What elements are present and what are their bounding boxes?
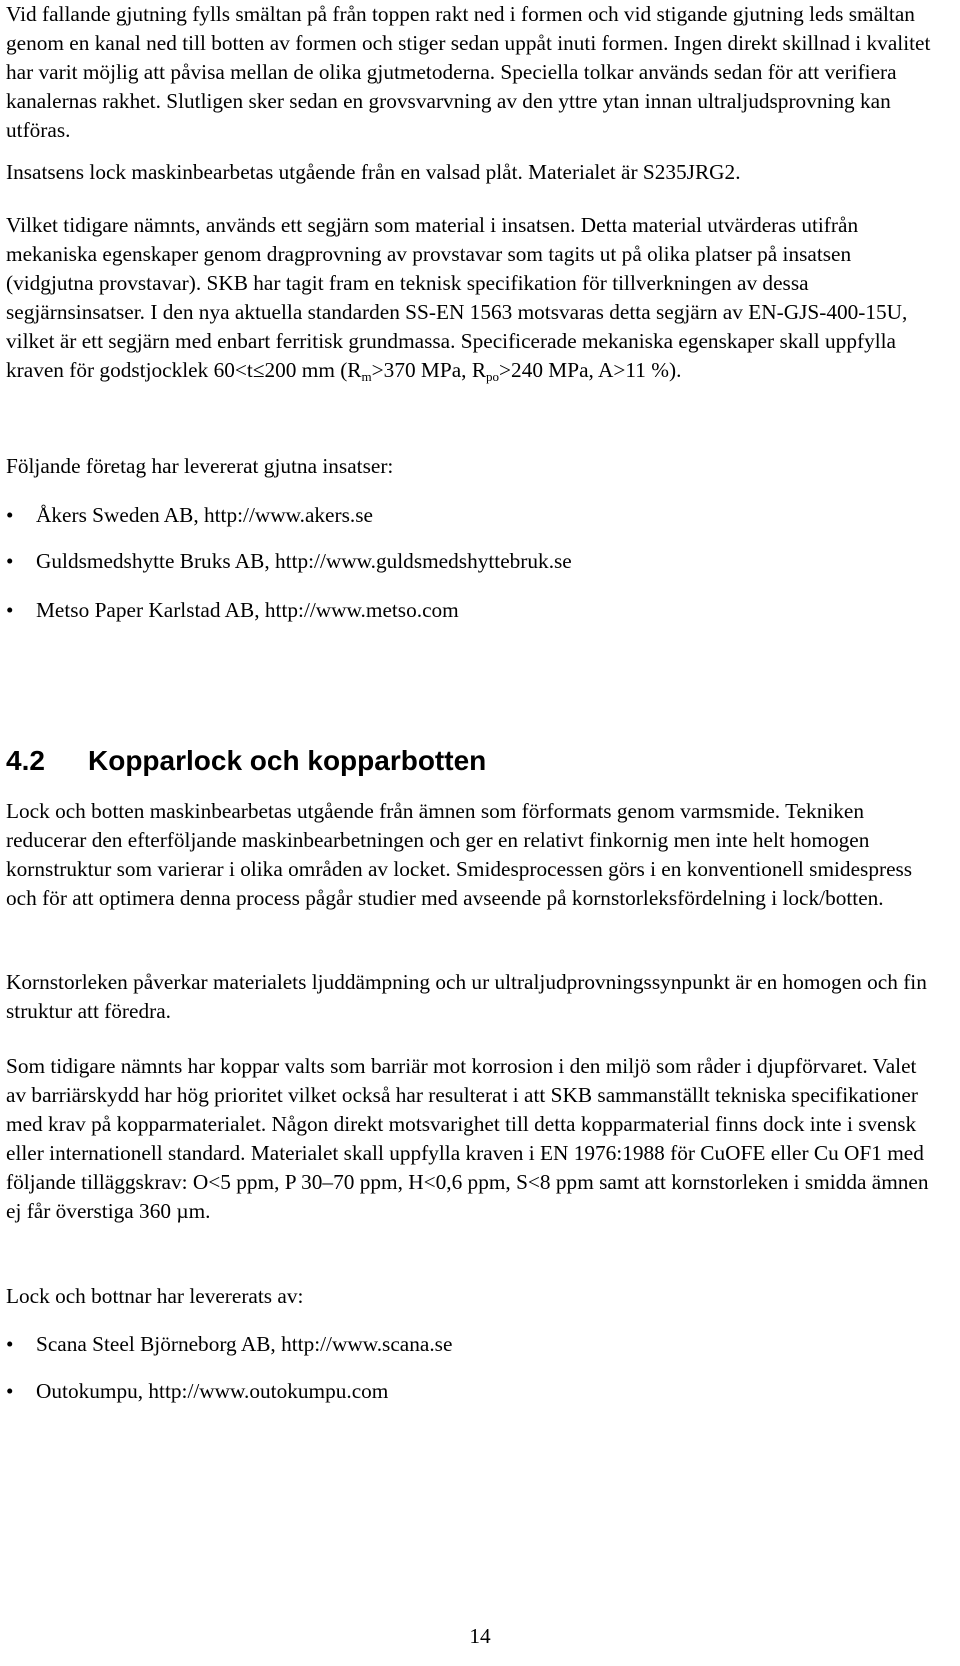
paragraph-gjutning: Vid fallande gjutning fylls smältan på från toppen rakt ned i formen och vid stigande gjutning leds smältan genom en kanal ned till botten av formen och stiger sedan uppåt inuti formen. Ingen direkt skillnad i kvalitet har varit möjlig att påvisa mellan de olika gjutmetoderna. Speciella tolkar används sedan för att verifiera kanalernas rakhet. Slutligen sker sedan en grovsvarvning av den yttre ytan innan ultraljudsprovning kan utföras. [6, 2, 931, 142]
segjarn-text-tail: >240 MPa, A>11 %). [499, 357, 682, 382]
subscript-m: m [361, 368, 372, 384]
list-item-text: Scana Steel Björneborg AB, http://www.scana.se [36, 1332, 453, 1356]
segjarn-text-mid: >370 MPa, R [371, 357, 487, 382]
segjarn-text: Vilket tidigare nämnts, används ett segjärn som material i insatsen. Detta material utvärderas utifrån mekaniska egenskaper genom dragprovning av provstavar som tagits ut på olika platser på insatsen (vidgjutna provstavar). SKB har tagit fram en teknisk specifikation för tillverkningen av dessa segjärnsinsatser. I den nya aktuella standarden SS-EN 1563 motsvaras detta segjärn av EN-GJS-400-15U, vilket är ett segjärn med enbart ferritisk grundmassa. Specificerade mekaniska egenskaper skall uppfylla kraven för godstjocklek 60<t≤200 mm (R [6, 213, 908, 382]
list-item-text: Åkers Sweden AB, http://www.akers.se [36, 503, 373, 527]
page-number: 14 [469, 1624, 491, 1648]
paragraph-smide: Lock och botten maskinbearbetas utgående från ämnen som förformats genom varmsmide. Tekniken reducerar den efterföljande maskinbearbetningen och ger en relativt finkornig men inte helt homogen kornstruktur som varierar i olika områden av locket. Smidesprocessen görs i en konventionell smidespress och för att optimera denna process pågår studier med avseende på kornstorleksfördelning i lock/botten. [6, 799, 913, 910]
paragraph-kornstorlek: Kornstorleken påverkar materialets ljuddämpning och ur ultraljudprovningssynpunkt är en homogen och fin struktur att föredra. [6, 970, 927, 1023]
bullet-icon: • [6, 1379, 14, 1403]
paragraph-segjarn [6, 211, 941, 387]
section-heading [6, 741, 486, 781]
list-item-text: Guldsmedshytte Bruks AB, http://www.guldsmedshyttebruk.se [36, 549, 572, 573]
paragraph-lock-material: Insatsens lock maskinbearbetas utgående från en valsad plåt. Materialet är S235JRG2. [6, 160, 741, 184]
list-item-text: Outokumpu, http://www.outokumpu.com [36, 1379, 389, 1403]
bullet-icon: • [6, 549, 14, 573]
list-item-text: Metso Paper Karlstad AB, http://www.metso.com [36, 598, 459, 622]
section-title: Kopparlock och kopparbotten [88, 745, 487, 776]
paragraph-foretag-intro: Följande företag har levererat gjutna insatser: [6, 454, 394, 478]
section-number: 4.2 [6, 745, 45, 776]
bullet-icon: • [6, 598, 14, 622]
paragraph-koppar: Som tidigare nämnts har koppar valts som barriär mot korrosion i den miljö som råder i djupförvaret. Valet av barriärskydd har hög prioritet vilket också har resulterat i att SKB sammanställt tekniska specifikationer med krav på kopparmaterialet. Någon direkt motsvarighet till detta kopparmaterial finns dock inte i svensk eller internationell standard. Materialet skall uppfylla kraven i EN 1976:1988 för CuOFE eller Cu OF1 med följande tilläggskrav: O<5 ppm, P 30–70 ppm, H<0,6 ppm, S<8 ppm samt att kornstorleken i smidda ämnen ej får överstiga 360 µm. [6, 1054, 929, 1223]
bullet-icon: • [6, 1332, 14, 1356]
paragraph-leverantorer-intro: Lock och bottnar har levererats av: [6, 1284, 304, 1308]
subscript-po: po [486, 368, 500, 384]
bullet-icon: • [6, 503, 14, 527]
